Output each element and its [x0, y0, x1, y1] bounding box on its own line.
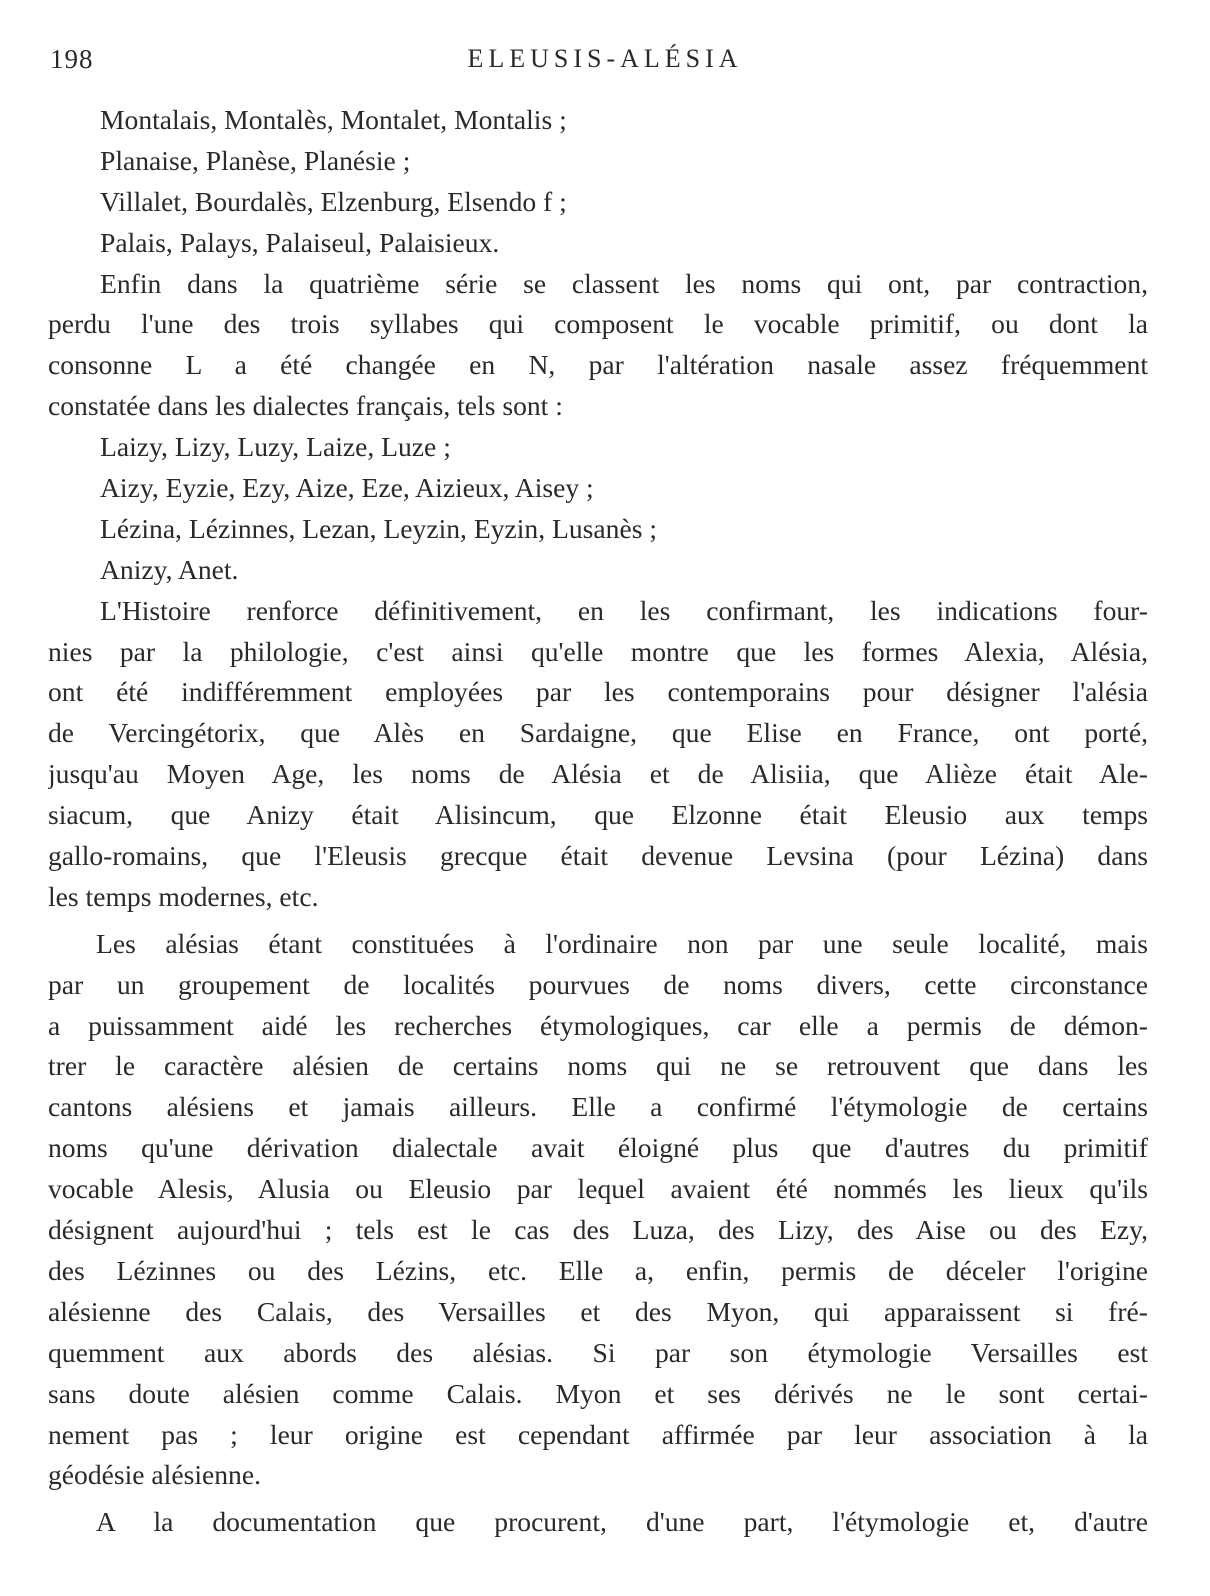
text-line: a puissamment aidé les recherches étymologiques, car elle a permis de démon- — [48, 1009, 1148, 1041]
body-text — [48, 100, 1148, 1543]
text-line: Montalais, Montalès, Montalet, Montalis ; — [100, 104, 567, 135]
text-line: Palais, Palays, Palaiseul, Palaisieux. — [100, 226, 500, 258]
text-line: quemment aux abords des alésias. Si par son étymologie Versailles est — [48, 1336, 1148, 1368]
text-line: alésienne des Calais, des Versailles et des Myon, qui apparaissent si fré- — [48, 1295, 1148, 1327]
text-line: Planaise, Planèse, Planésie ; — [100, 144, 411, 176]
text-line: Lézina, Lézinnes, Lezan, Leyzin, Eyzin, Lusanès ; — [100, 512, 657, 544]
text-line: par un groupement de localités pourvues de noms divers, cette circonstance — [48, 968, 1148, 1000]
text-line: Laizy, Lizy, Luzy, Laize, Luze ; — [100, 431, 451, 463]
text-line: Les alésias étant constituées à l'ordinaire non par une seule localité, mais — [96, 927, 1148, 959]
text-line: L'Histoire renforce définitivement, en les confirmant, les indications four- — [100, 594, 1148, 626]
page-header — [0, 44, 1210, 84]
text-line: les temps modernes, etc. — [48, 880, 319, 912]
text-line: désignent aujourd'hui ; tels est le cas des Luza, des Lizy, des Aise ou des Ezy, — [48, 1214, 1148, 1246]
text-line: Villalet, Bourdalès, Elzenburg, Elsendo f ; — [100, 185, 567, 217]
text-line: vocable Alesis, Alusia ou Eleusio par lequel avaient été nommés les lieux qu'ils — [48, 1173, 1148, 1205]
text-line: jusqu'au Moyen Age, les noms de Alésia et de Alisiia, que Alièze était Ale- — [48, 758, 1148, 790]
text-line: siacum, que Anizy était Alisincum, que Elzonne était Eleusio aux temps — [48, 799, 1148, 831]
text-line: perdu l'une des trois syllabes qui composent le vocable primitif, ou dont la — [48, 308, 1148, 340]
text-line: géodésie alésienne. — [48, 1459, 261, 1491]
text-line: constatée dans les dialectes français, tels sont : — [48, 390, 563, 422]
text-line: noms qu'une dérivation dialectale avait éloigné plus que d'autres du primitif — [48, 1132, 1148, 1164]
text-line: de Vercingétorix, que Alès en Sardaigne, que Elise en France, ont porté, — [48, 717, 1148, 749]
text-line: Aizy, Eyzie, Ezy, Aize, Eze, Aizieux, Aisey ; — [100, 472, 594, 504]
text-line: A la documentation que procurent, d'une part, l'étymologie et, d'autre — [96, 1506, 1148, 1538]
text-line: consonne L a été changée en N, par l'altération nasale assez fréquemment — [48, 349, 1148, 381]
text-line: Anizy, Anet. — [100, 553, 239, 585]
text-line: cantons alésiens et jamais ailleurs. Elle a confirmé l'étymologie de certains — [48, 1091, 1148, 1123]
page-number: 198 — [50, 44, 94, 74]
text-line: nement pas ; leur origine est cependant affirmée par leur association à la — [48, 1418, 1148, 1450]
text-line: Enfin dans la quatrième série se classent les noms qui ont, par contraction, — [100, 267, 1148, 299]
text-line: gallo-romains, que l'Eleusis grecque était devenue Levsina (pour Lézina) dans — [48, 840, 1148, 872]
text-line: sans doute alésien comme Calais. Myon et ses dérivés ne le sont certai- — [48, 1377, 1148, 1409]
text-line: trer le caractère alésien de certains noms qui ne se retrouvent que dans les — [48, 1050, 1148, 1082]
text-line: des Lézinnes ou des Lézins, etc. Elle a, enfin, permis de déceler l'origine — [48, 1254, 1148, 1286]
running-title: ELEUSIS-ALÉSIA — [467, 44, 743, 73]
text-line: nies par la philologie, c'est ainsi qu'elle montre que les formes Alexia, Alésia, — [48, 635, 1148, 667]
text-line: ont été indifféremment employées par les contemporains pour désigner l'alésia — [48, 676, 1148, 708]
